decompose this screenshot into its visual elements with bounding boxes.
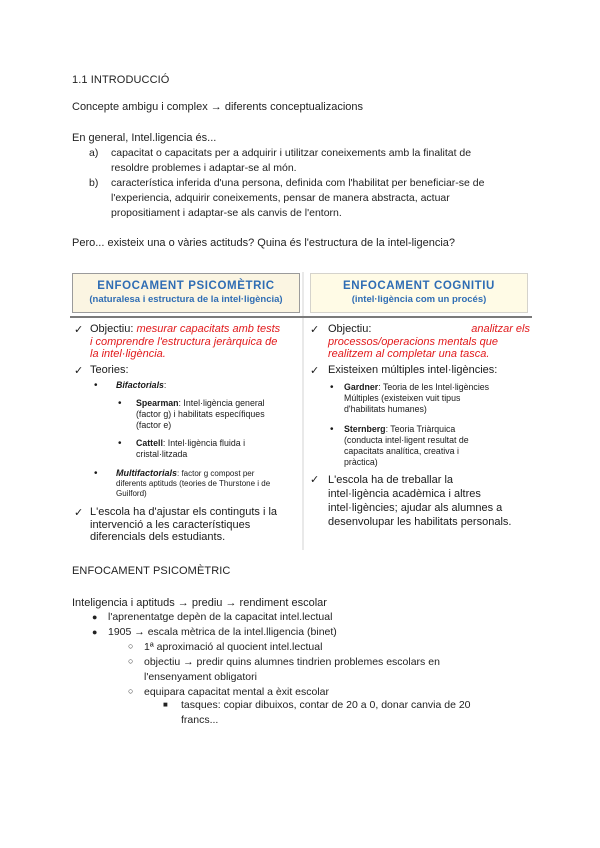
multifactorials-text: : factor g compost per [177,469,255,478]
list-item: l'ensenyament obligatori [144,671,257,683]
definition-line: resoldre problemes i adaptar-se al món. [111,162,297,174]
check-icon: ✓ [310,324,320,336]
definition-marker: b) [89,177,99,189]
gardner-name: Gardner [344,382,379,392]
cattell-name: Cattell [136,438,163,448]
sternberg-text: pràctica) [344,457,378,467]
theories-label: Teories: [90,364,129,376]
bifactorials-colon: : [163,380,167,390]
gardner-text: Múltiples (existeixen vuit tipus [344,393,461,403]
objective-red: mesurar capacitats amb tests [136,323,281,335]
column-divider [302,272,304,550]
objective-red: analitzar els [471,323,530,335]
spearman-text: : Intel·ligència general [178,398,265,408]
bullet-icon: • [118,438,122,449]
definition-marker: a) [89,147,99,159]
definitions-list [89,146,519,221]
spearman-item [118,398,300,431]
definition-a [89,146,519,176]
bullet-icon: • [330,424,334,435]
sternberg-text: : Teoria Triàrquica [385,424,456,434]
header-divider [70,316,303,318]
sternberg-text: capacitats analítica, creativa i [344,446,459,456]
square-bullet-icon: ■ [163,700,168,709]
definition-line: característica inferida d'una persona, definida com l'habilitat per beneficiar-se de [111,177,485,189]
cattell-item [118,438,300,460]
bullet-icon: • [94,468,98,479]
school-text: L'escola ha d'ajustar els continguts i la [90,506,278,518]
objective-red: i comprendre l'estructura jeràrquica de [90,335,278,348]
sternberg-item [330,424,530,468]
check-icon: ✓ [74,507,84,519]
list-item: francs... [181,714,219,726]
definition-b [89,176,519,221]
circle-bullet-icon: ○ [128,656,134,666]
circle-bullet-icon: ○ [128,641,134,651]
cognitive-school [310,473,530,529]
gardner-text: : Teoria de les Intel·ligències [378,382,490,392]
check-icon: ✓ [310,474,320,486]
sternberg-name: Sternberg [344,424,386,434]
bullet-icon: ● [92,612,98,622]
list-item: tasques: copiar dibuixos, contar de 20 a 0, donar canvia de 20 [181,699,471,711]
cattell-text: : Intel·ligència fluida i [162,438,246,448]
psychometric-objective [74,323,300,361]
bifactorials-item [94,380,300,391]
bifactorials-label: Bifactorials [116,380,164,390]
check-icon: ✓ [74,324,84,336]
objective-label: Objectiu: [328,323,372,335]
multiple-label: Existeixen múltiples intel·ligències: [328,364,498,376]
definition-line: l'experiencia, adquirir coneixements, pensar de manera abstracta, actuar [111,192,450,204]
school-text: intervenció a les característiques [90,518,251,531]
objective-label: Objectiu: [90,323,137,335]
check-icon: ✓ [310,365,320,377]
section-title: 1.1 INTRODUCCIÓ [72,74,170,86]
bullet-icon: • [330,382,334,393]
cognitive-title: ENFOCAMENT COGNITIU [343,280,495,292]
multifactorials-text: Guilford) [116,489,147,498]
psychometric-school [74,506,300,544]
definition-line: propositiament i adaptar-se als canvis de l'entorn. [111,207,342,219]
school-text: L'escola ha de treballar la [328,474,454,486]
cognitive-column [306,272,532,550]
cognitive-header [310,273,528,313]
concept-line: Concepte ambigu i complex → diferents conceptualizacions [72,101,364,113]
school-text: intel·ligència acadèmica i altres [328,488,481,500]
list-item: equipara capacitat mental a èxit escolar [144,686,330,698]
school-text: intel·ligències; ajudar als alumnes a [328,502,503,514]
objective-red: processos/operacions mentals que [328,335,498,348]
multifactorials-text: diferents aptituds (teories de Thurstone i de [116,479,271,488]
psychometric-title: ENFOCAMENT PSICOMÈTRIC [97,280,275,292]
bullet-icon: • [94,380,98,391]
psychometric-theories [74,364,300,377]
bullet-icon: ● [92,627,98,637]
general-intro: En general, Intel.ligencia és... [72,132,217,144]
psychometric-column [70,272,303,550]
school-text: diferencials dels estudiants. [90,531,226,543]
section2-intro: Inteligencia i aptituds → prediu → rendiment escolar [72,597,327,609]
multifactorials-item [94,468,300,499]
list-item: 1ª aproximació al quocient intel.lectual [144,641,323,653]
definition-line: capacitat o capacitats per a adquirir i utilitzar coneixements amb la finalitat de [111,147,472,159]
psychometric-header [72,273,300,313]
cattell-text: cristal·litzada [136,449,188,459]
objective-red: la intel·ligència. [90,348,166,360]
spearman-text: (factor g) i habilitats específiques [136,409,265,419]
objective-red: realitzem al completar una tasca. [328,348,490,360]
bullet-icon: • [118,398,122,409]
sternberg-text: (conducta intel·ligent resultat de [344,435,469,445]
check-icon: ✓ [74,365,84,377]
list-item: l'aprenentatge depèn de la capacitat intel.lectual [108,611,333,623]
spearman-text: (factor e) [136,420,172,430]
cognitive-multiple [310,364,530,377]
gardner-text: d'habilitats humanes) [344,404,427,414]
multifactorials-label: Multifactorials [116,468,178,478]
spearman-name: Spearman [136,398,179,408]
list-item: 1905 → escala mètrica de la intel.lligencia (binet) [108,626,337,638]
cognitive-objective [310,323,530,361]
gardner-item [330,382,530,415]
psychometric-subtitle: (naturalesa i estructura de la intel·ligència) [89,294,283,305]
school-text: desenvolupar les habilitats personals. [328,516,512,528]
circle-bullet-icon: ○ [128,686,134,696]
cognitive-subtitle: (intel·ligència com un procés) [351,294,487,305]
comparison-table [70,272,532,550]
header-divider [302,316,532,318]
section2-title: ENFOCAMENT PSICOMÈTRIC [72,565,231,577]
list-item: objectiu → predir quins alumnes tindrien problemes escolars en [144,656,440,668]
question-line: Pero... existeix una o vàries actituds? Quina és l'estructura de la intel-ligencia? [72,237,456,249]
